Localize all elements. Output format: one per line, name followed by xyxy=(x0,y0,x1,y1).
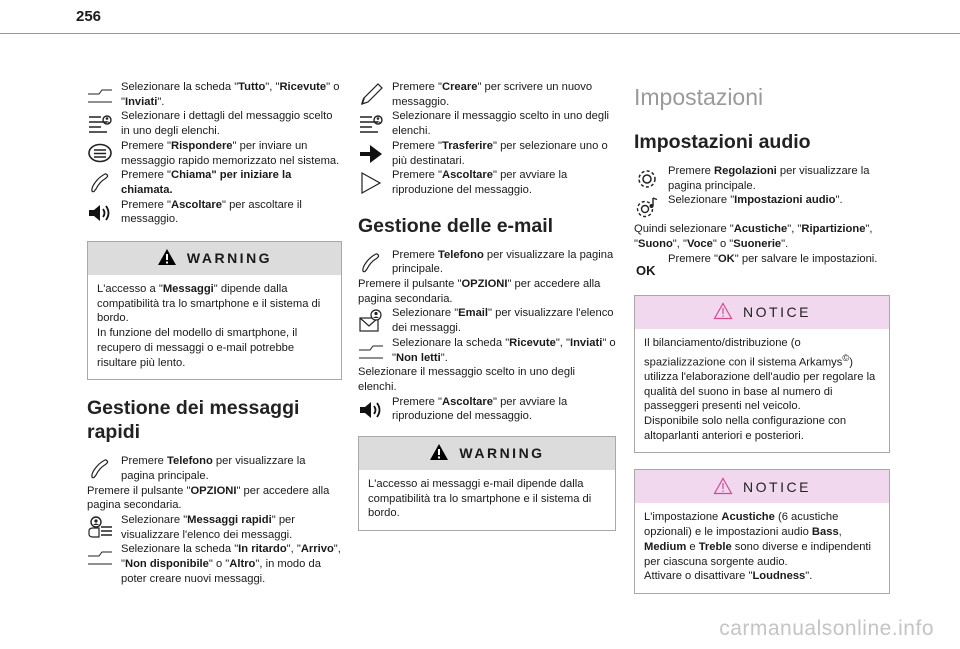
c1-items3 xyxy=(87,513,342,587)
c2-items4 xyxy=(358,395,616,424)
section-heading: Impostazioni audio xyxy=(634,131,811,153)
warning-body: L'accesso a "Messaggi" dipende dalla compatibilità tra lo smartphone e il sistema di bordo. In funzione del modello di smartphone, il recupero di messaggi o e-mail potrebbe risultare più lento. xyxy=(97,283,321,369)
c1-items2 xyxy=(87,454,342,483)
instruction-text: Premere "Chiama" per iniziare la chiamata. xyxy=(121,169,292,196)
instruction-row xyxy=(87,542,342,586)
notice-title: NOTICE xyxy=(743,478,811,495)
notice-title: NOTICE xyxy=(743,303,811,320)
notice-body: Il bilanciamento/distribuzione (o spazializzazione con il sistema Arkamys©) utilizza l'elaborazione dell'audio per regolare la qualità del suono in base al numero di passeggeri presenti nel veicolo. Disponibile solo nella configurazione con altoparlanti anteriori e posteriori. xyxy=(644,336,876,442)
notice-triangle-icon xyxy=(713,477,743,498)
instruction-row xyxy=(634,164,890,193)
instruction-text: Selezionare "Email" per visualizzare l'elenco dei messaggi. xyxy=(392,307,614,335)
instruction-row xyxy=(87,198,342,227)
section-heading: Gestione delle e-mail xyxy=(358,214,554,237)
notice-box xyxy=(634,469,890,594)
warning-header xyxy=(359,437,615,470)
instruction-row xyxy=(87,80,342,109)
instruction-text: Premere "Ascoltare" per ascoltare il messaggio. xyxy=(121,198,302,226)
instruction-text: Premere "Creare" per scrivere un nuovo messaggio. xyxy=(392,81,593,108)
ok-button-label: OK xyxy=(636,262,656,278)
page-number: 256 xyxy=(76,8,102,25)
message-detail-icon xyxy=(358,111,384,137)
paragraph: Quindi selezionare "Acustiche", "Ripartizione", "Suono", "Voce" o "Suonerie". xyxy=(634,223,873,251)
instruction-row xyxy=(358,80,616,109)
section-heading: Gestione dei messaggi rapidi xyxy=(87,397,300,444)
notice-header xyxy=(635,470,889,503)
instruction-text: Premere Telefono per visualizzare la pagina principale. xyxy=(392,248,614,276)
column-2 xyxy=(358,80,616,547)
instruction-row xyxy=(634,193,890,222)
warning-title: WARNING xyxy=(459,445,545,462)
warning-title: WARNING xyxy=(186,250,273,267)
pencil-icon xyxy=(358,82,384,108)
watermark-footer: carmanualsonline.info xyxy=(719,617,934,640)
c2-items2 xyxy=(358,248,616,277)
instruction-row xyxy=(358,168,616,197)
paragraph: Premere il pulsante "OPZIONI" per accedere alla pagina secondaria. xyxy=(358,278,601,305)
ok-text: Premere "OK" per salvare le impostazioni. xyxy=(668,252,878,265)
play-icon xyxy=(358,170,384,196)
speaker-icon xyxy=(358,397,384,423)
instruction-row xyxy=(358,248,616,277)
tab-select-icon xyxy=(87,82,113,108)
c1-items xyxy=(87,80,342,227)
settings-gear-icon xyxy=(634,166,660,192)
phone-icon xyxy=(87,170,113,196)
warning-header xyxy=(88,242,341,275)
instruction-row xyxy=(87,454,342,483)
instruction-text: Premere Telefono per visualizzare la pagina principale. xyxy=(121,455,306,482)
notice-triangle-icon xyxy=(713,302,743,323)
c3-items xyxy=(634,164,890,222)
header-rule xyxy=(0,33,960,34)
quick-reply-icon xyxy=(87,141,113,167)
instruction-row xyxy=(87,513,342,542)
tab-select-icon xyxy=(358,338,384,364)
column-3 xyxy=(634,82,890,610)
message-detail-icon xyxy=(87,111,113,137)
instruction-text: Premere "Ascoltare" per avviare la riproduzione del messaggio. xyxy=(392,395,568,423)
instruction-text: Selezionare "Messaggi rapidi" per visualizzare l'elenco dei messaggi. xyxy=(121,514,295,541)
instruction-row xyxy=(358,109,616,138)
audio-settings-icon xyxy=(634,195,660,221)
forward-arrow-icon xyxy=(358,141,384,167)
warning-box xyxy=(87,241,342,380)
quick-messages-icon xyxy=(87,515,113,541)
notice-header xyxy=(635,296,889,329)
c2-items xyxy=(358,80,616,198)
page-title: Impostazioni xyxy=(634,84,764,110)
phone-icon xyxy=(87,456,113,482)
warning-triangle-icon xyxy=(157,248,187,269)
paragraph: Premere il pulsante "OPZIONI" per accedere alla pagina secondaria. xyxy=(87,484,330,512)
instruction-text: Selezionare "Impostazioni audio". xyxy=(668,194,843,207)
notice-body: L'impostazione Acustiche (6 acustiche opzionali) e le impostazioni audio Bass, Medium e Treble sono diverse e indipendenti per ciascuna sorgente audio. Attivare o disattivare "Loudness". xyxy=(644,511,872,583)
warning-box xyxy=(358,436,616,531)
notice-box xyxy=(634,295,890,454)
instruction-text: Premere "Trasferire" per selezionare uno o più destinatari. xyxy=(392,139,608,167)
warning-body: L'accesso ai messaggi e-mail dipende dalla compatibilità tra lo smartphone e il sistema di bordo. xyxy=(368,478,592,520)
instruction-text: Premere "Ascoltare" per avviare la riproduzione del messaggio. xyxy=(392,169,568,196)
instruction-row xyxy=(358,395,616,424)
instruction-row xyxy=(358,306,616,335)
instruction-text: Premere Regolazioni per visualizzare la pagina principale. xyxy=(668,165,870,192)
instruction-text: Selezionare la scheda "In ritardo", "Arrivo", "Non disponibile" o "Altro", in modo da poter creare nuovi messaggi. xyxy=(121,543,341,585)
speaker-icon xyxy=(87,200,113,226)
warning-triangle-icon xyxy=(429,443,459,464)
paragraph: Selezionare il messaggio scelto in uno degli elenchi. xyxy=(358,366,576,393)
instruction-row xyxy=(358,139,616,168)
instruction-row xyxy=(87,168,342,197)
instruction-text: Selezionare la scheda "Ricevute", "Inviati" o "Non letti". xyxy=(392,336,616,364)
c2-items3 xyxy=(358,306,616,365)
email-icon xyxy=(358,308,384,334)
instruction-row xyxy=(87,109,342,138)
instruction-text: Selezionare la scheda "Tutto", "Ricevute" o "Inviati". xyxy=(121,81,340,108)
instruction-text: Selezionare i dettagli del messaggio scelto in uno degli elenchi. xyxy=(121,110,333,138)
phone-icon xyxy=(358,250,384,276)
instruction-text: Selezionare il messaggio scelto in uno degli elenchi. xyxy=(392,110,610,138)
instruction-row xyxy=(87,139,342,168)
instruction-row xyxy=(358,336,616,365)
ok-row xyxy=(634,252,890,281)
column-1 xyxy=(87,80,342,587)
tab-select-icon xyxy=(87,544,113,570)
instruction-text: Premere "Rispondere" per inviare un messaggio rapido memorizzato nel sistema. xyxy=(121,139,340,167)
